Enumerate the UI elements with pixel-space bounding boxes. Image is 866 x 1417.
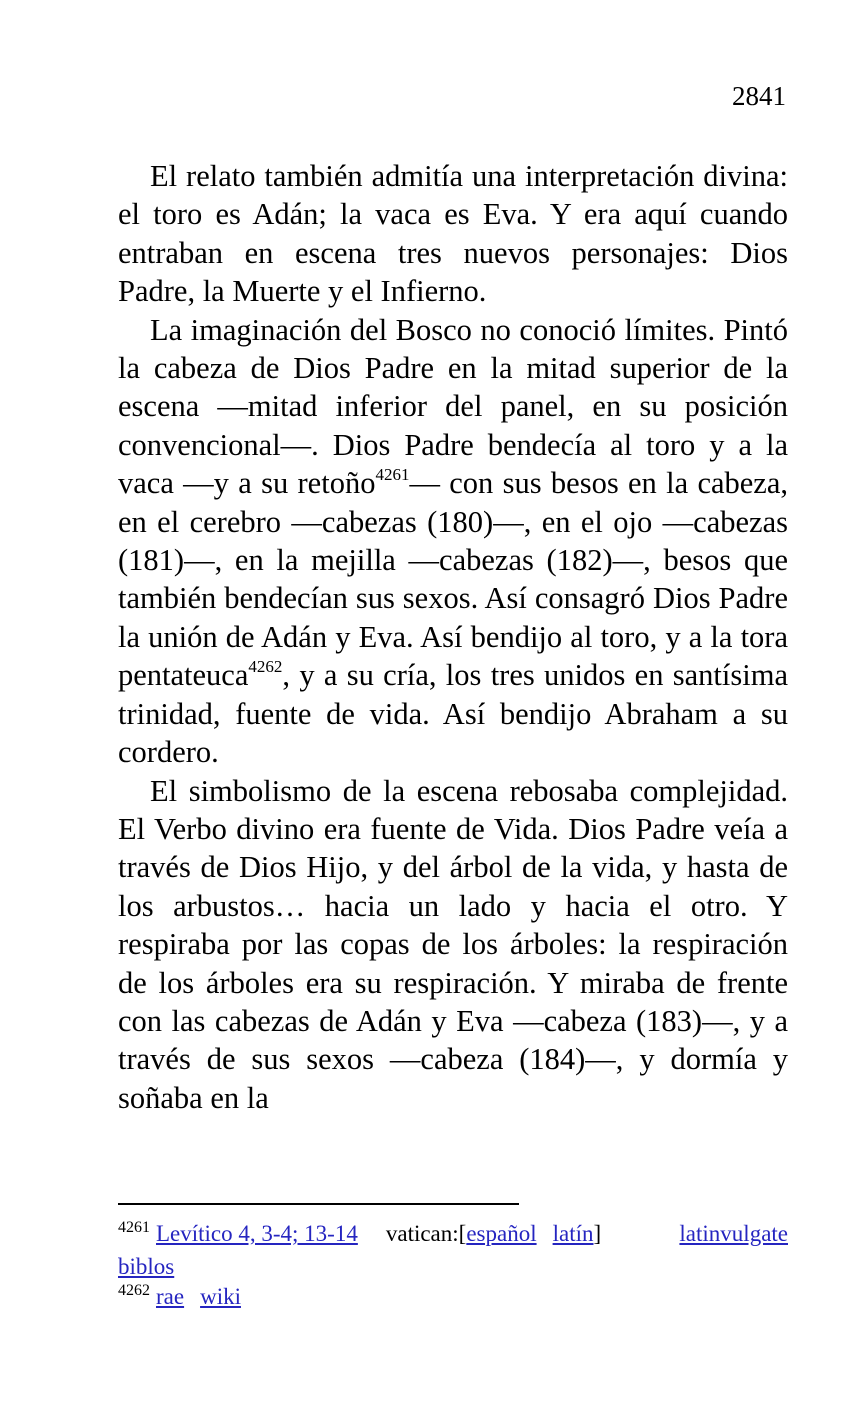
wiki-link[interactable]: wiki xyxy=(200,1284,241,1309)
main-text xyxy=(118,157,788,1117)
paragraph-2 xyxy=(118,311,788,772)
paragraph-2-text-c: , y a su cría, los tres unidos en santísima trinidad, fuente de vida. Así bendijo Abraham a su cordero. xyxy=(118,658,788,770)
biblos-link[interactable]: biblos xyxy=(118,1254,175,1279)
page-number: 2841 xyxy=(732,81,786,111)
latinvulgate-link[interactable]: latinvulgate xyxy=(679,1221,788,1246)
footnote-reference-4262[interactable]: 4262 xyxy=(248,657,283,677)
levitico-link[interactable]: Levítico 4, 3-4; 13-14 xyxy=(156,1221,358,1246)
latin-link[interactable]: latín xyxy=(552,1221,594,1246)
vatican-prefix: vatican:[ xyxy=(385,1221,467,1246)
footnotes xyxy=(118,1219,788,1315)
espanol-link[interactable]: español xyxy=(466,1221,537,1246)
paragraph-1: El relato también admitía una interpretación divina: el toro es Adán; la vaca es Eva. Y era aquí cuando entraban en escena tres nuevos personajes: Dios Padre, la Muerte y el Infierno. xyxy=(118,159,788,309)
footnote-4261 xyxy=(118,1219,788,1282)
footnote-4262 xyxy=(118,1282,788,1315)
vatican-suffix: ] xyxy=(593,1221,602,1246)
rae-link[interactable]: rae xyxy=(156,1284,185,1309)
footnote-number: 4261 xyxy=(118,1219,150,1236)
paragraph-2-text-b: — con sus besos en la cabeza, en el cerebro —cabezas (180)—, en el ojo —cabezas (181)—, en la mejilla —cabezas (182)—, besos que también bendecían sus sexos. Así consagró Dios Padre la unión de Adán y Eva. Así bendijo al toro, y a la tora pentateuca xyxy=(118,466,789,693)
footnote-reference-4261[interactable]: 4261 xyxy=(375,465,410,485)
paragraph-2-text-a: La imaginación del Bosco no conoció límites. Pintó la cabeza de Dios Padre en la mitad superior de la escena —mitad inferior del panel, en su posición convencional—. Dios Padre bendecía al toro y a la vaca —y a su retoño xyxy=(118,312,788,501)
footnote-number: 4262 xyxy=(118,1282,150,1299)
paragraph-3: El simbolismo de la escena rebosaba complejidad. El Verbo divino era fuente de Vida. Dios Padre veía a través de Dios Hijo, y del árbol de la vida, y hasta de los arbustos… hacia un lado y hacia el otro. Y respiraba por las copas de los árboles: la respiración de los árboles era su respiración. Y miraba de frente con las cabezas de Adán y Eva —cabeza (183)—, y a través de sus sexos —cabeza (184)—, y dormía y soñaba en la xyxy=(118,773,788,1115)
footnote-separator xyxy=(118,1203,519,1205)
